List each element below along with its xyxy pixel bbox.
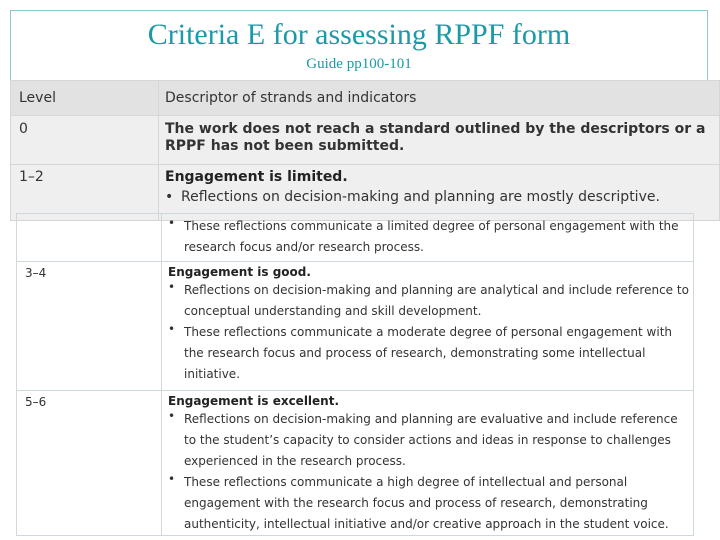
bullet-icon: • (168, 322, 176, 336)
bullet-text: These reflections communicate a high degree of intellectual and personal engagement with the research focus and process of research, demonstrating authenticity, intellectual initiative and/or creative approach in the student voice. (184, 475, 669, 531)
bullet-text: These reflections communicate a moderate degree of personal engagement with the research focus and process of research, demonstrating some intellectual initiative. (184, 325, 673, 381)
bullet-item (168, 472, 689, 535)
header-descriptor: Descriptor of strands and indicators (159, 81, 720, 116)
bullet-item (165, 189, 718, 205)
table-row (11, 116, 720, 165)
bullet-item (168, 322, 689, 385)
descriptor-heading: Engagement is limited. (165, 169, 348, 185)
level-cell: 3–4 (17, 262, 162, 391)
bullet-item (168, 216, 689, 258)
level-cell: 0 (11, 116, 159, 165)
descriptor-heading: Engagement is excellent. (168, 394, 340, 408)
table-row (17, 262, 694, 391)
bullet-icon: • (165, 189, 174, 205)
descriptor-heading: Engagement is good. (168, 265, 311, 279)
bullet-item (168, 280, 689, 322)
bullet-icon: • (168, 472, 176, 486)
slide-title: Criteria E for assessing RPPF form (147, 18, 571, 51)
table-row (17, 214, 694, 262)
criteria-table-bottom (16, 213, 694, 536)
descriptor-cell (162, 214, 694, 262)
level-cell: 5–6 (17, 391, 162, 536)
bullet-text: Reflections on decision-making and planning are mostly descriptive. (181, 189, 660, 205)
descriptor-cell (162, 391, 694, 536)
bullet-icon: • (168, 280, 176, 294)
descriptor-cell (162, 262, 694, 391)
bullet-text: Reflections on decision-making and planning are analytical and include reference to conceptual understanding and skill development. (184, 283, 689, 318)
level-cell: 1–2 (11, 165, 159, 221)
criteria-table-top (10, 80, 720, 221)
table-row (17, 391, 694, 536)
descriptor-heading: The work does not reach a standard outlined by the descriptors or a RPPF has not been submitted. (159, 116, 720, 165)
bullet-icon: • (168, 216, 176, 230)
bullet-icon: • (168, 409, 176, 423)
bullet-text: These reflections communicate a limited degree of personal engagement with the research focus and/or research process. (184, 219, 679, 254)
bullet-text: Reflections on decision-making and planning are evaluative and include reference to the student’s capacity to consider actions and ideas in response to challenges experienced in the research process. (184, 412, 678, 468)
level-cell-empty (17, 214, 162, 262)
header-level: Level (11, 81, 159, 116)
slide-subtitle: Guide pp100-101 (306, 56, 412, 72)
table-header-row (11, 81, 720, 116)
bullet-item (168, 409, 689, 472)
